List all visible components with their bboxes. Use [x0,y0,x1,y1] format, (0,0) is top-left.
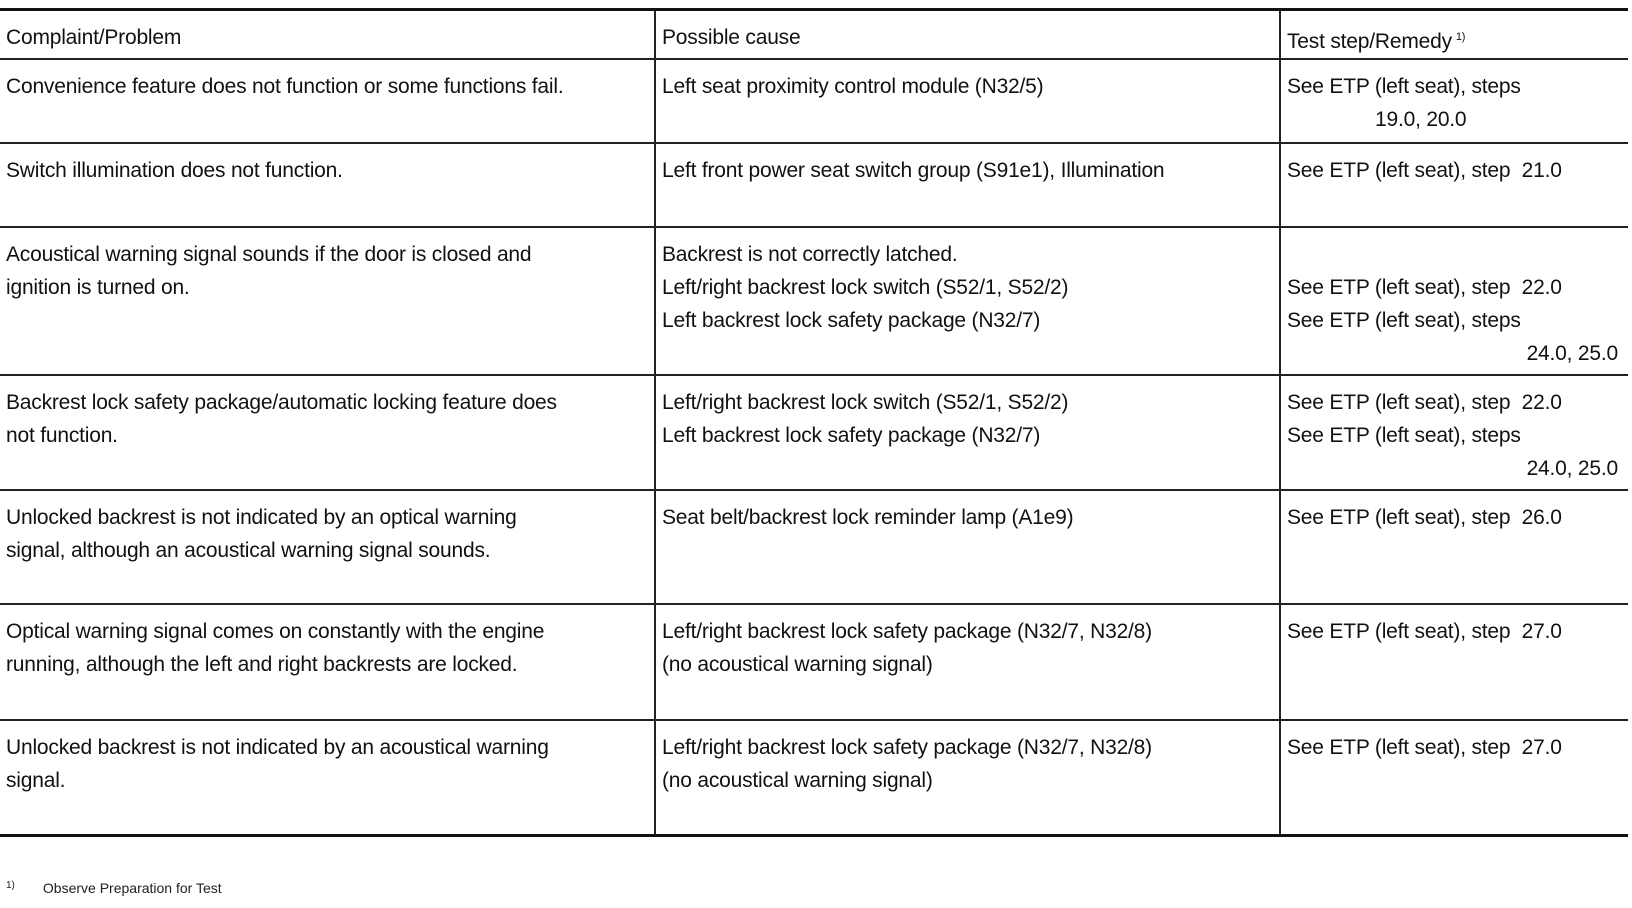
footnote-text: Observe Preparation for Test [42,880,222,896]
troubleshooting-table [0,8,1628,837]
remedy-line: See ETP (left seat), steps [1287,75,1521,98]
remedy-line: See ETP (left seat), step 22.0 [1287,391,1562,414]
complaint-cell [0,59,655,143]
complaint-line: running, although the left and right backrests are locked. [6,653,518,676]
table-row [0,375,1628,490]
header-test-step-remedy [1280,10,1628,60]
cause-cell [655,604,1280,720]
header-complaint: Complaint/Problem [0,10,655,60]
remedy-cell [1280,604,1628,720]
remedy-line: See ETP (left seat), steps [1287,309,1521,332]
complaint-cell [0,143,655,227]
cause-cell [655,59,1280,143]
cause-cell [655,375,1280,490]
remedy-line: See ETP (left seat), step 22.0 [1287,276,1562,299]
remedy-line: See ETP (left seat), step 26.0 [1287,506,1562,529]
remedy-cell [1280,490,1628,604]
cause-line: Left backrest lock safety package (N32/7) [662,309,1041,332]
cause-line: (no acoustical warning signal) [662,769,933,792]
remedy-cell [1280,227,1628,375]
cause-line: Left/right backrest lock safety package (N32/7, N32/8) [662,620,1152,643]
cause-line: Seat belt/backrest lock reminder lamp (A1e9) [662,506,1074,529]
complaint-cell [0,490,655,604]
cause-cell [655,490,1280,604]
cause-cell [655,227,1280,375]
remedy-line: See ETP (left seat), step 27.0 [1287,736,1562,759]
complaint-line: not function. [6,424,118,447]
cause-line: (no acoustical warning signal) [662,653,933,676]
table-row [0,604,1628,720]
remedy-cell [1280,59,1628,143]
complaint-line: signal. [6,769,66,792]
complaint-line: Unlocked backrest is not indicated by an acoustical warning [6,736,549,759]
footnote-mark: 1) [6,880,15,891]
complaint-cell [0,227,655,375]
troubleshooting-document [0,8,1628,837]
complaint-line: Convenience feature does not function or some functions fail. [6,75,564,98]
complaint-cell [0,604,655,720]
cause-line: Backrest is not correctly latched. [662,243,958,266]
complaint-line: signal, although an acoustical warning signal sounds. [6,539,491,562]
table-row [0,227,1628,375]
table-row [0,720,1628,835]
cause-line: Left/right backrest lock switch (S52/1, S52/2) [662,276,1069,299]
table-row [0,490,1628,604]
complaint-line: Unlocked backrest is not indicated by an optical warning [6,506,517,529]
remedy-line [1287,238,1622,271]
complaint-line: Acoustical warning signal sounds if the door is closed and [6,243,532,266]
table-row [0,59,1628,143]
cause-line: Left/right backrest lock switch (S52/1, S52/2) [662,391,1069,414]
complaint-line: Backrest lock safety package/automatic locking feature does [6,391,557,414]
remedy-cell [1280,143,1628,227]
cause-line: Left seat proximity control module (N32/5) [662,75,1044,98]
remedy-cell [1280,375,1628,490]
complaint-line: Switch illumination does not function. [6,159,343,182]
cause-line: Left/right backrest lock safety package (N32/7, N32/8) [662,736,1152,759]
footnote [6,880,222,896]
remedy-line: 24.0, 25.0 [1526,457,1618,480]
cause-cell [655,720,1280,835]
table-row [0,143,1628,227]
cause-line: Left front power seat switch group (S91e1), Illumination [662,159,1165,182]
complaint-cell [0,375,655,490]
header-remedy-label: Test step/Remedy [1287,30,1452,53]
complaint-line: Optical warning signal comes on constantly with the engine [6,620,545,643]
complaint-cell [0,720,655,835]
remedy-line: 24.0, 25.0 [1526,342,1618,365]
header-possible-cause: Possible cause [655,10,1280,60]
remedy-cell [1280,720,1628,835]
remedy-line: See ETP (left seat), steps [1287,424,1521,447]
table-header-row [0,10,1628,60]
remedy-line: See ETP (left seat), step 21.0 [1287,159,1562,182]
header-footnote-mark: 1) [1455,31,1466,43]
remedy-line: 19.0, 20.0 [1375,108,1467,131]
remedy-line: See ETP (left seat), step 27.0 [1287,620,1562,643]
cause-line: Left backrest lock safety package (N32/7) [662,424,1041,447]
complaint-line: ignition is turned on. [6,276,190,299]
cause-cell [655,143,1280,227]
